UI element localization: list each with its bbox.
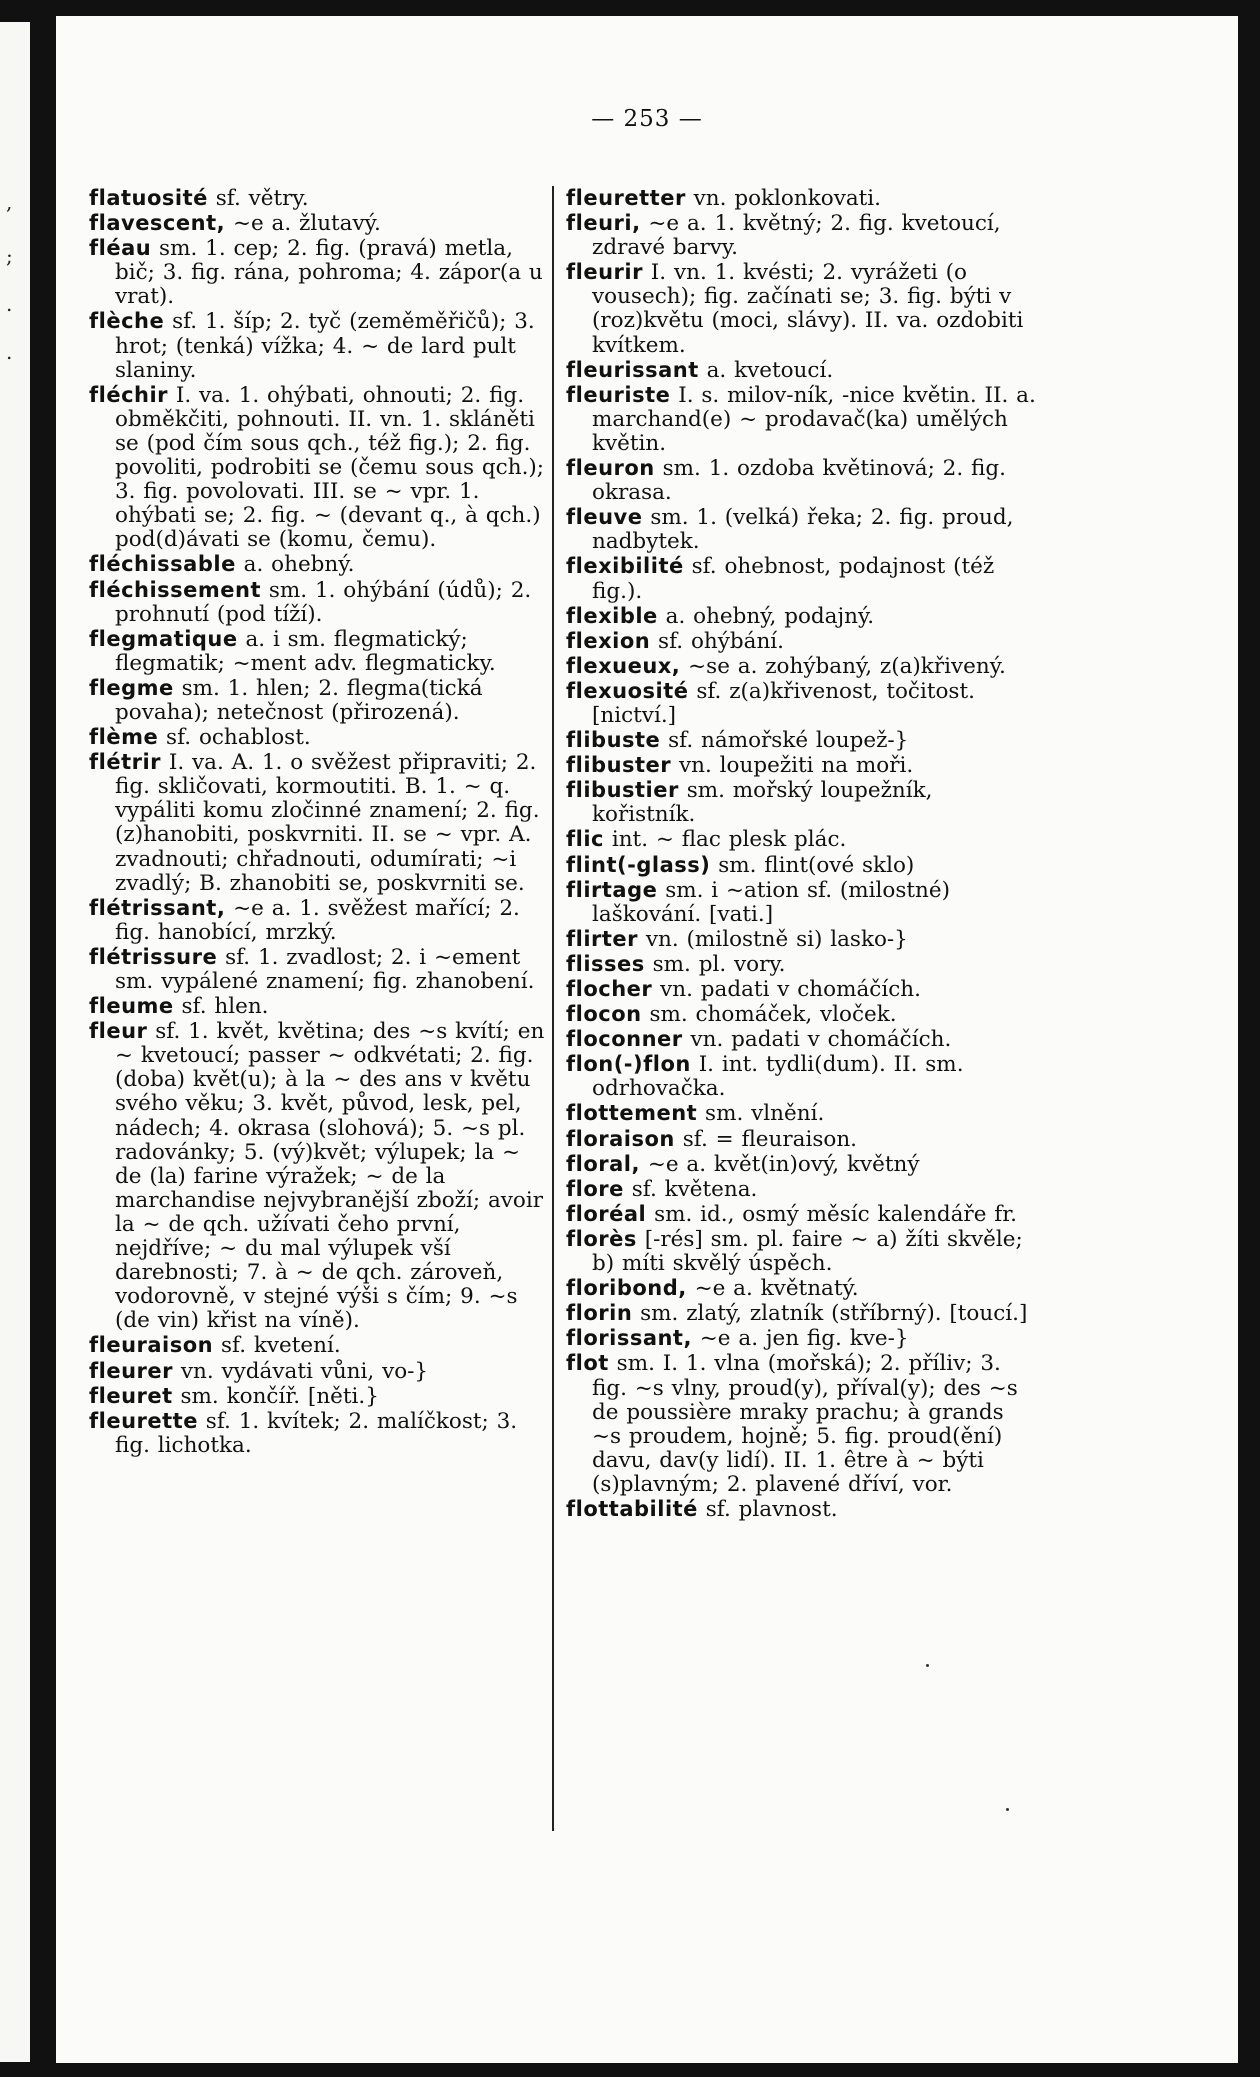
dictionary-entry	[566, 211, 1038, 260]
entry-definition: sm. I. 1. vlna (mořská); 2. příliv; 3. fig. ~s vlny, proud(y), příval(y); des ~s de poussière mraky prachu; à grands ~s proudem, hojně; 5. fig. proud(ění) davu, dav(y lidí). II. 1. être à ~ býti (s)plavným; 2. plavené dříví, vor.	[592, 1351, 1018, 1497]
entry-headword: fléchissable	[89, 552, 236, 577]
sliver-mark: .	[6, 340, 13, 364]
entry-headword: florès	[566, 1226, 637, 1251]
entry-headword: floral,	[566, 1151, 640, 1176]
dictionary-entry	[566, 260, 1038, 357]
entry-definition: sf. 1. šíp; 2. tyč (zeměměřičů); 3. hrot; (tenká) vížka; 4. ~ de lard pult slaniny.	[115, 309, 535, 383]
dictionary-entry	[566, 778, 1038, 827]
entry-definition: a. ohebný, podajný.	[665, 603, 875, 629]
entry-definition: vn. poklonkovati.	[693, 186, 882, 211]
entry-definition: a. kvetoucí.	[706, 357, 834, 383]
entry-headword: fleurir	[566, 260, 643, 285]
dictionary-entry	[89, 725, 551, 750]
dictionary-entry	[566, 383, 1038, 456]
entry-headword: flocher	[566, 977, 653, 1001]
entry-definition: sf. hlen.	[181, 994, 269, 1020]
entry-definition: sm. pl. vory.	[652, 951, 786, 977]
sliver-mark: ,	[6, 190, 13, 214]
dictionary-entry	[566, 1101, 1038, 1126]
entry-headword: flot	[566, 1351, 609, 1376]
entry-definition: sm. vlnění.	[705, 1101, 825, 1127]
entry-headword: flatuosité	[89, 186, 208, 210]
entry-definition: sf. z(a)křivenost, točitost. [nictví.]	[592, 678, 975, 728]
entry-headword: fleuriste	[566, 382, 671, 407]
dictionary-entry	[566, 927, 1038, 952]
entry-headword: fleuretter	[566, 186, 686, 210]
dictionary-entry	[566, 456, 1038, 505]
dictionary-entry	[89, 1384, 551, 1409]
dictionary-entry	[89, 211, 551, 236]
dictionary-entry	[566, 1127, 1038, 1152]
entry-headword: flibuste	[566, 728, 661, 753]
dictionary-entry	[566, 1152, 1038, 1177]
entry-headword: flirter	[566, 926, 639, 951]
entry-headword: fléchissement	[89, 577, 262, 602]
entry-definition: sf. kvetení.	[220, 1333, 341, 1359]
entry-definition: sf. plavnost.	[705, 1496, 838, 1522]
entry-headword: flavescent,	[89, 211, 226, 236]
dictionary-entry	[566, 1202, 1038, 1227]
dictionary-entry	[566, 1326, 1038, 1351]
entry-headword: fleur	[89, 1019, 148, 1044]
dictionary-entry	[566, 728, 1038, 753]
entry-headword: fleuri,	[566, 211, 641, 236]
dictionary-entry	[566, 827, 1038, 852]
dictionary-entry	[89, 1333, 551, 1358]
dictionary-entry	[566, 753, 1038, 778]
entry-definition: sm. 1. cep; 2. fig. (pravá) metla, bič; 3. fig. rána, pohroma; 4. zápor(a u vrat).	[115, 236, 543, 310]
dictionary-entry	[89, 1409, 551, 1458]
entry-headword: flétrir	[89, 750, 162, 775]
entry-definition: I. int. tydli(dum). II. sm. odrhovačka.	[592, 1052, 964, 1102]
dictionary-entry	[89, 552, 551, 577]
dictionary-entry	[566, 1177, 1038, 1202]
entry-definition: I. va. A. 1. o svěžest připraviti; 2. fig. skličovati, kormoutiti. B. 1. ~ q. vypáliti komu zločinné znamení; 2. fig. (z)hanobiti, poskvrniti. II. se ~ vpr. A. zvadnouti; chřadnouti, odumírati; ~i zvadlý; B. zhanobiti se, poskvrniti se.	[115, 750, 540, 896]
entry-definition: vn. vydávati vůni, vo-}	[180, 1358, 429, 1384]
entry-headword: flegmatique	[89, 626, 238, 651]
page-number: — 253 —	[591, 106, 703, 132]
dictionary-entry	[89, 383, 551, 553]
entry-definition: sm. chomáček, vloček.	[649, 1002, 897, 1028]
dictionary-entry	[89, 945, 551, 994]
entry-headword: fléau	[89, 236, 152, 261]
entry-headword: flétrissure	[89, 944, 218, 969]
dictionary-entry	[566, 358, 1038, 383]
sliver-mark: ;	[6, 244, 13, 268]
entry-definition: vn. loupežiti na moři.	[679, 753, 914, 779]
dictionary-entry	[566, 554, 1038, 603]
dictionary-entry	[566, 1027, 1038, 1052]
entry-definition: sf. ohýbání.	[658, 628, 785, 654]
entry-definition: sm. 1. hlen; 2. flegma(tická povaha); netečnost (přirozená).	[115, 675, 483, 725]
entry-headword: fleuret	[89, 1383, 173, 1408]
entry-definition: sf. 1. zvadlost; 2. i ~ement sm. vypálené znamení; fig. zhanobení.	[115, 944, 535, 994]
entry-headword: flisses	[566, 951, 645, 976]
dictionary-entry	[89, 309, 551, 382]
entry-headword: flème	[89, 725, 159, 750]
entry-headword: flétrissant,	[89, 895, 226, 920]
dictionary-entry	[566, 186, 1038, 211]
dictionary-entry	[566, 629, 1038, 654]
entry-headword: fleuve	[566, 505, 643, 530]
entry-headword: flibustier	[566, 778, 679, 803]
entry-headword: flocon	[566, 1002, 642, 1027]
entry-definition: sm. končíř. [něti.}	[180, 1383, 379, 1409]
entry-definition: sm. i ~ation sf. (milostné) laškování. [vati.]	[592, 877, 950, 927]
dictionary-entry	[566, 878, 1038, 927]
dictionary-entry	[89, 627, 551, 676]
dictionary-entry	[566, 604, 1038, 629]
entry-headword: flottement	[566, 1101, 698, 1126]
entry-headword: fleuraison	[89, 1333, 214, 1358]
entry-headword: flexueux,	[566, 653, 681, 678]
scan-speck	[926, 1664, 929, 1667]
entry-headword: flibuster	[566, 753, 672, 778]
left-column	[89, 186, 551, 1458]
entry-definition: ~e a. květnatý.	[694, 1276, 859, 1302]
entry-definition: ~se a. zohýbaný, z(a)křivený.	[688, 653, 1006, 679]
entry-headword: floraison	[566, 1126, 675, 1151]
entry-headword: florin	[566, 1301, 633, 1326]
dictionary-page	[56, 16, 1238, 2063]
entry-definition: sm. 1. ozdoba květinová; 2. fig. okrasa.	[592, 456, 1006, 506]
dictionary-entry	[566, 505, 1038, 554]
entry-headword: flottabilité	[566, 1496, 698, 1521]
dictionary-entry	[89, 896, 551, 945]
dictionary-entry	[566, 1052, 1038, 1101]
entry-headword: fleume	[89, 994, 174, 1019]
entry-definition: I. va. 1. ohýbati, ohnouti; 2. fig. obměkčiti, pohnouti. II. vn. 1. skláněti se (pod čím sous qch., též fig.); 2. fig. povoliti, podrobiti se (čemu sous qch.); 3. fig. povolovati. III. se ~ vpr. 1. ohýbati se; 2. fig. ~ (devant q., à qch.) pod(d)ávati se (komu, čemu).	[115, 382, 545, 553]
sliver-mark: .	[6, 292, 13, 316]
entry-definition: sf. 1. květ, květina; des ~s kvítí; en ~ kvetoucí; passer ~ odkvétati; 2. fig. (doba) květ(u); à la ~ des ans v květu svého věku; 3. květ, původ, lesk, pel, nádech; 4. okrasa (slohová); 5. ~s pl. radovánky; 5. (vý)květ; výlupek; la ~ de (la) farine výražek; ~ de la marchandise nejvybranější zboží; avoir la ~ de qch. užívati čeho první, nejdříve; ~ du mal výlupek vší darebnosti; 7. à ~ de qch. zároveň, vodorovně, v stejné výši s čím; 9. ~s (de vin) křist na víně).	[115, 1019, 545, 1334]
entry-definition: sm. 1. ohýbání (údů); 2. prohnutí (pod tíží).	[115, 577, 532, 627]
entry-headword: flexuosité	[566, 678, 689, 703]
dictionary-entry	[566, 1301, 1038, 1326]
dictionary-entry	[566, 853, 1038, 878]
entry-headword: fleuron	[566, 456, 655, 481]
dictionary-entry	[89, 186, 551, 211]
entry-headword: flexible	[566, 603, 658, 628]
entry-headword: flic	[566, 827, 604, 852]
dictionary-entry	[89, 676, 551, 725]
entry-definition: int. ~ flac plesk plác.	[611, 827, 847, 853]
dictionary-entry	[566, 977, 1038, 1002]
dictionary-entry	[566, 1276, 1038, 1301]
dictionary-entry	[89, 1359, 551, 1384]
entry-definition: I. s. milov-ník, -nice květin. II. a. marchand(e) ~ prodavač(ka) umělých květin.	[592, 382, 1036, 456]
entry-definition: a. ohebný.	[243, 552, 355, 578]
entry-headword: fléchir	[89, 382, 169, 407]
entry-headword: florissant,	[566, 1326, 692, 1351]
entry-headword: flirtage	[566, 877, 658, 902]
dictionary-entry	[566, 1351, 1038, 1497]
dictionary-entry	[89, 236, 551, 309]
entry-definition: sf. větry.	[215, 186, 309, 211]
dictionary-entry	[89, 994, 551, 1019]
dictionary-entry	[566, 1497, 1038, 1522]
dictionary-entry	[89, 578, 551, 627]
entry-headword: fleurette	[89, 1408, 198, 1433]
entry-headword: flon(-)flon	[566, 1052, 691, 1077]
entry-definition: sm. id., osmý měsíc kalendáře fr.	[654, 1201, 1017, 1227]
dictionary-entry	[566, 1227, 1038, 1276]
entry-definition: sm. 1. (velká) řeka; 2. fig. proud, nadbytek.	[592, 505, 1014, 555]
entry-definition: ~e a. jen fig. kve-}	[699, 1326, 909, 1352]
entry-headword: flint(-glass)	[566, 852, 711, 877]
entry-headword: flexibilité	[566, 554, 684, 579]
dictionary-entry	[566, 654, 1038, 679]
entry-headword: fleurissant	[566, 357, 699, 382]
entry-definition: vn. padati v chomáčích.	[660, 977, 921, 1002]
column-divider	[552, 186, 554, 1831]
entry-definition: sf. = fleuraison.	[682, 1126, 858, 1152]
dictionary-entry	[566, 679, 1038, 728]
entry-definition: vn. (milostně si) lasko-}	[645, 926, 908, 952]
entry-definition: I. vn. 1. kvésti; 2. vyrážeti (o vousech); fig. začínati se; 3. fig. býti v (roz)květu (moci, slávy). II. va. ozdobiti kvítkem.	[592, 260, 1024, 358]
entry-headword: fleurer	[89, 1358, 173, 1383]
entry-definition: sm. flint(ové sklo)	[718, 852, 915, 878]
entry-headword: flexion	[566, 628, 651, 653]
entry-definition: sf. ochablost.	[166, 725, 311, 751]
entry-definition: sm. zlatý, zlatník (stříbrný). [toucí.]	[640, 1301, 1028, 1327]
entry-definition: sf. námořské loupež-}	[668, 728, 909, 754]
dictionary-entry	[89, 1019, 551, 1333]
adjacent-page-edge	[0, 22, 30, 2062]
entry-definition: sf. ohebnost, podajnost (též fig.).	[592, 554, 995, 604]
entry-headword: floconner	[566, 1027, 683, 1052]
scan-speck	[1006, 1808, 1009, 1811]
entry-definition: vn. padati v chomáčích.	[690, 1027, 952, 1053]
entry-headword: floréal	[566, 1201, 647, 1226]
dictionary-entry	[566, 1002, 1038, 1027]
entry-headword: floribond,	[566, 1276, 687, 1301]
entry-definition: sm. mořský loupežník, kořistník.	[592, 778, 933, 828]
entry-headword: flore	[566, 1176, 624, 1201]
entry-headword: flegme	[89, 675, 174, 700]
entry-definition: a. i sm. flegmatický; flegmatik; ~ment adv. flegmaticky.	[115, 626, 496, 676]
entry-definition: sf. květena.	[631, 1176, 758, 1202]
dictionary-entry	[89, 750, 551, 896]
entry-headword: flèche	[89, 309, 165, 334]
entry-definition: [-rés] sm. pl. faire ~ a) žíti skvěle; b) míti skvělý úspěch.	[592, 1226, 1023, 1277]
entry-definition: ~e a. žlutavý.	[232, 211, 381, 237]
entry-definition: ~e a. 1. květný; 2. fig. kvetoucí, zdravé barvy.	[592, 211, 1001, 261]
right-column	[566, 186, 1038, 1522]
entry-definition: ~e a. 1. svěžest mařící; 2. fig. hanobící, mrzký.	[115, 895, 520, 945]
dictionary-entry	[566, 952, 1038, 977]
entry-definition: ~e a. květ(in)ový, květný	[647, 1151, 920, 1177]
entry-definition: sf. 1. kvítek; 2. malíčkost; 3. fig. lichotka.	[115, 1408, 518, 1458]
